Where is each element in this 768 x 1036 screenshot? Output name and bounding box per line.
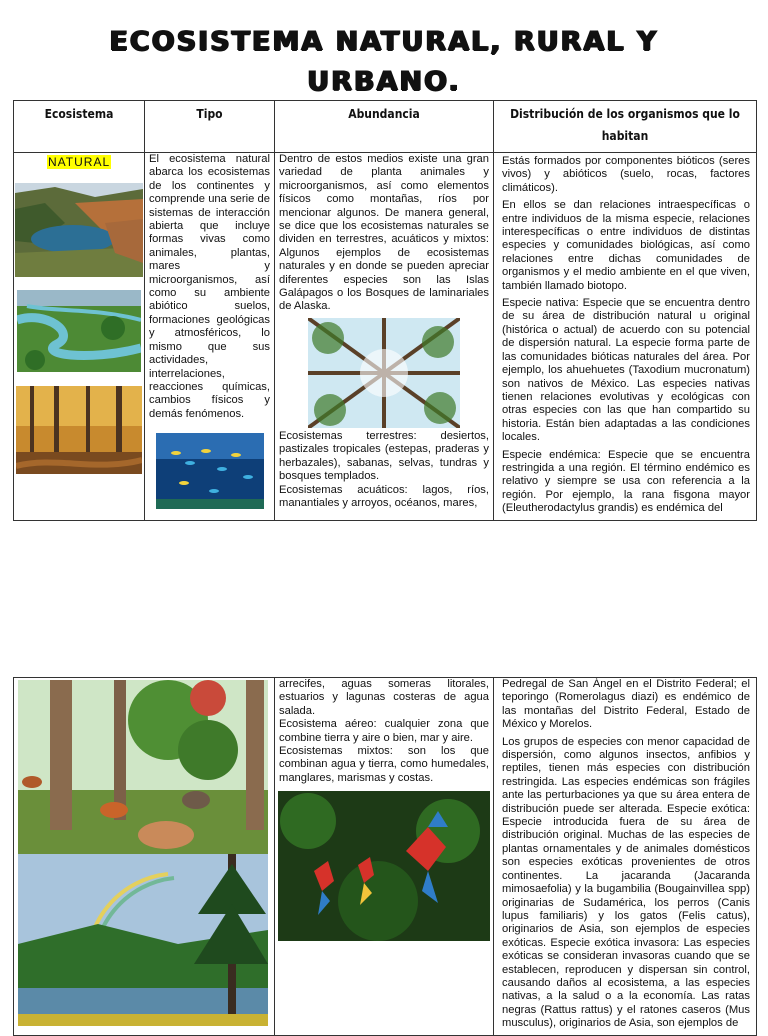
distribucion-text-4: Especie endémica: Especie que se encuentra restringida a una región. El término endémico es relativo y siempre se usa con referencia a la región. Por ejemplo, la rana fisgona mayor (Eleutherodactylus grandis) es endémica del	[502, 448, 750, 515]
header-abundancia: Abundancia	[275, 101, 494, 153]
abundancia-text-6: Ecosistemas mixtos: son los que combinan agua y tierra, como humedales, manglares, marismas y costas.	[279, 745, 489, 784]
page-title	[0, 22, 768, 102]
distribucion-text-5: Pedregal de San Ángel en el Distrito Federal; el teporingo (Romerolagus diazi) es endémico de las montañas del Distrito Federal, Estado de México y Morelos.	[502, 678, 750, 731]
cell-abundancia-row2	[275, 678, 494, 1036]
header-tipo: Tipo	[145, 101, 275, 153]
photo-autumn-forest	[16, 386, 142, 474]
title-line-2: URBANO.	[307, 66, 461, 97]
header-ecosistema: Ecosistema	[14, 101, 145, 153]
distribucion-text-1: Estás formados por componentes bióticos (seres vivos) y abióticos (suelo, rocas, factores climáticos).	[502, 155, 750, 194]
distribucion-text-3: Especie nativa: Especie que se encuentra dentro de su área de distribución natural u original (histórica o actual) de acuerdo con su potencial de dispersión natural. La especie forma parte de las comunidades bióticas naturales del área. Por ejemplo, los ahuehuetes (Taxodium mucronatum) son nativos de México. Las especies nativas tienen relaciones evolutivas y ecológicas con otras especies con las que han compartido su historia. Están bien adaptadas a las condiciones locales.	[502, 297, 750, 444]
photo-fish-school	[156, 433, 264, 509]
photo-macaws	[278, 791, 490, 941]
cell-abundancia	[275, 153, 494, 521]
photo-river-meander	[17, 290, 141, 372]
ecosystem-table-part2	[13, 677, 757, 1036]
ecosystem-table-part1	[13, 100, 757, 521]
title-line-1: ECOSISTEMA NATURAL, RURAL Y	[109, 26, 659, 57]
distribucion-text-6: Los grupos de especies con menor capacidad de dispersión, como algunos insectos, anfibios y reptiles, tienen más especies con distribución restringida. Las especies endémicas son frágiles ante las perturbaciones ya que su área entera de distribución puede ser alterada. Especie exótica: Especie introducida fuera de su área de distribución original. Muchas de las especies de plantas ornamentales y de animales domésticos son especies exóticas provenientes de otros continentes. La jacaranda (Jacaranda mimosaefolia) y la bugambilia (Bougainvillea spp) originarias de Sudamérica, los perros (Canis lupus familiaris) y los gatos (Felis catus), originarios de Asia, son ejemplos de especies exóticas. Especie exótica invasora: Las especies exóticas se consideran invasoras cuando que se establecen, reproducen y dispersan sin control, causando daños al ecosistema, a las especies nativas, a la salud o a la economía. Las ratas negras (Rattus rattus) y el ratones caseros (Mus musculus), originarios de Asia, son ejemplos de	[502, 735, 750, 1030]
photo-trees-from-below	[308, 318, 460, 428]
abundancia-text-2: Ecosistemas terrestres: desiertos, pastizales tropicales (estepas, praderas y herbazales), sabanas, selvas, tundras y bosques templados.	[279, 429, 489, 483]
cell-ecosistema	[14, 153, 145, 521]
abundancia-text-5: Ecosistema aéreo: cualquier zona que combine tierra y aire o bien, mar y aire.	[279, 718, 489, 744]
photo-rainbow-lake	[18, 854, 268, 1026]
ecosystem-type-label: NATURAL	[48, 155, 111, 169]
tipo-text: El ecosistema natural abarca los ecosistemas de los continentes y comprende una serie de sistemas de interacción abierta que incluye formas vivas como animales, plantas, mares y microorganismos, así como su ambiente abiótico suelos, formaciones geológicas y atmosféricos, lo mismo que sus actividades, interrelaciones, reacciones químicas, cambios físicos y demás fenómenos.	[149, 153, 270, 420]
abundancia-text-1: Dentro de estos medios existe una gran variedad de planta animales y microorganismos, así como elementos físicos como montañas, ríos por mencionar algunos. De manera general, se dice que los ecosistemas naturales se dividen en terrestres, acuáticos y mixtos: Algunos ejemplos de ecosistemas naturales y en donde se pueden apreciar diferentes especies son las Islas Galápagos o los Bosques de laminariales de Alaska.	[279, 153, 489, 313]
cell-distribucion-row2	[494, 678, 757, 1036]
cell-tipo	[145, 153, 275, 521]
cell-distribucion	[494, 153, 757, 521]
header-distribucion: Distribución de los organismos que lo habitan	[494, 101, 757, 153]
illustration-forest-animals	[18, 680, 268, 854]
photo-lake-canyon	[15, 183, 143, 277]
abundancia-text-3: Ecosistemas acuáticos: lagos, ríos, manantiales y arroyos, océanos, mares,	[279, 483, 489, 509]
distribucion-text-2: En ellos se dan relaciones intraespecíficas o entre individuos de la misma especie, relaciones interespecíficas o entre individuos de distintas especies y comunidades biológicas, así como relaciones entre dichas comunidades de organismos y el medio ambiente en el que viven, también llamado biotopo.	[502, 199, 750, 292]
abundancia-text-4: arrecifes, aguas someras litorales, estuarios y lagunas costeras de agua salada.	[279, 678, 489, 717]
cell-images-row2	[14, 678, 275, 1036]
